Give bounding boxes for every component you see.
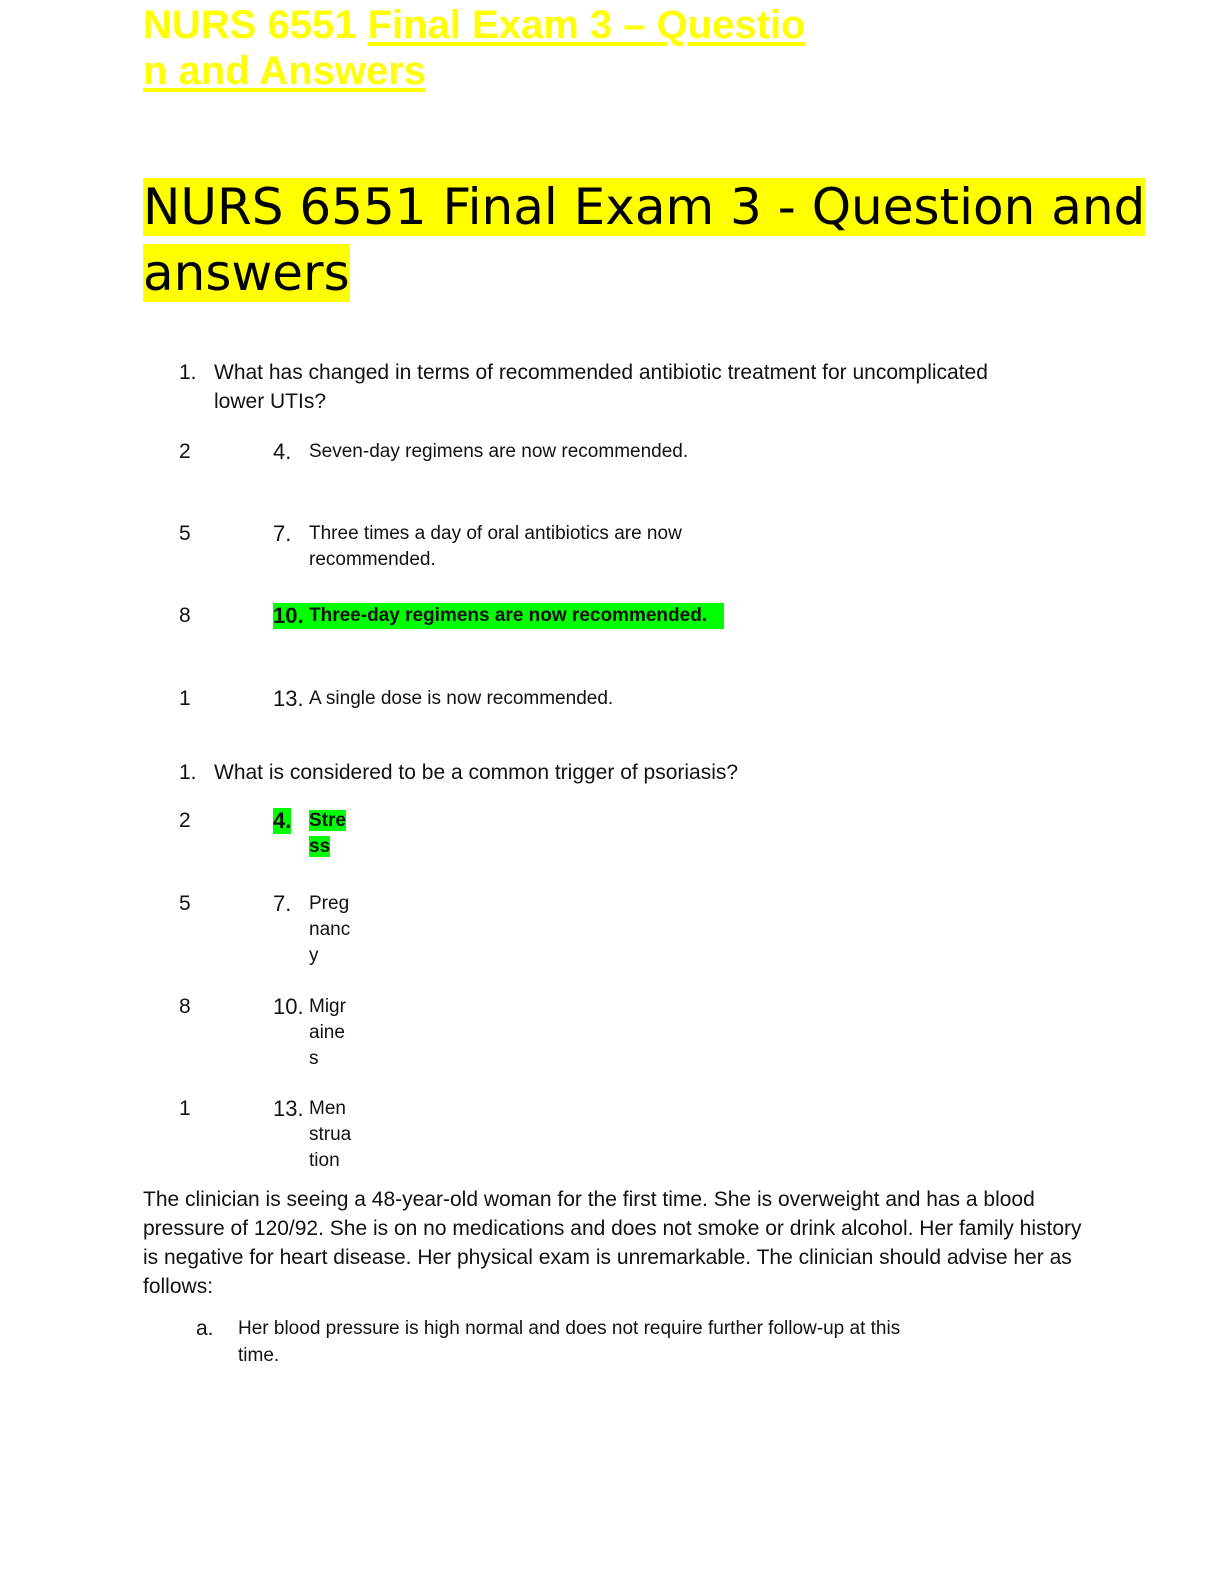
clipped-number: 5 [179,522,191,545]
option-number: 7. [273,521,292,546]
clipped-number: 1 [179,1097,191,1120]
option [273,1096,353,1174]
clipped-number: 8 [179,995,191,1018]
option-number: 4. [273,439,292,464]
heading-line1: NURS 6551 Final Exam 3 - Question and [143,178,1146,236]
clipped-number: 2 [179,440,191,463]
option [273,439,773,465]
question-number: 1. [179,361,197,384]
title-part2: Final Exam 3 – Questio [367,3,806,47]
option-text: Three times a day of oral antibiotics are now recommended. [309,523,682,570]
heading-line2: answers [143,244,350,302]
option [273,891,353,969]
clipped-number: 1 [179,687,191,710]
clipped-number: 8 [179,604,191,627]
document-title [143,2,806,94]
title-part1: NURS 6551 [143,3,368,47]
option-text: Seven-day regimens are now recommended. [309,441,689,462]
option-text: Stress [309,810,346,857]
option-text: Her blood pressure is high normal and does not require further follow-up at this time. [238,1318,901,1366]
option-text: A single dose is now recommended. [309,688,614,709]
clipped-number: 2 [179,809,191,832]
option-correct [273,603,724,629]
title-line2: n and Answers [143,49,427,93]
option-number: 4. [273,808,292,833]
option-correct [273,808,353,860]
option [273,686,773,712]
question-number: 1. [179,761,197,784]
option [273,521,703,573]
option-number: 13. [273,1096,304,1121]
case-paragraph: The clinician is seeing a 48-year-old woman for the first time. She is overweight and has a blood pressure of 120/92. She is on no medications and does not smoke or drink alcohol. Her family history is negative for heart disease. Her physical exam is unremarkable. The clinician should advise her as follows: [143,1188,1082,1298]
option-text: Pregnancy [309,893,351,966]
question-2 [179,758,1039,787]
option-letter: a. [196,1317,214,1340]
option-text: Three-day regimens are now recommended. [309,605,708,626]
option-text: Migraines [309,996,346,1069]
question-text: What is considered to be a common trigger of psoriasis? [214,761,739,784]
question-text: What has changed in terms of recommended antibiotic treatment for uncomplicated lower UTIs? [214,361,988,413]
case-option [196,1315,936,1369]
option-text: Menstruation [309,1098,352,1171]
option-number: 13. [273,686,304,711]
clipped-number: 5 [179,892,191,915]
option-number: 7. [273,891,292,916]
option-number: 10. [273,603,304,628]
option [273,994,353,1072]
question-1 [179,358,1039,416]
page-heading [143,174,1145,306]
option-number: 10. [273,994,304,1019]
